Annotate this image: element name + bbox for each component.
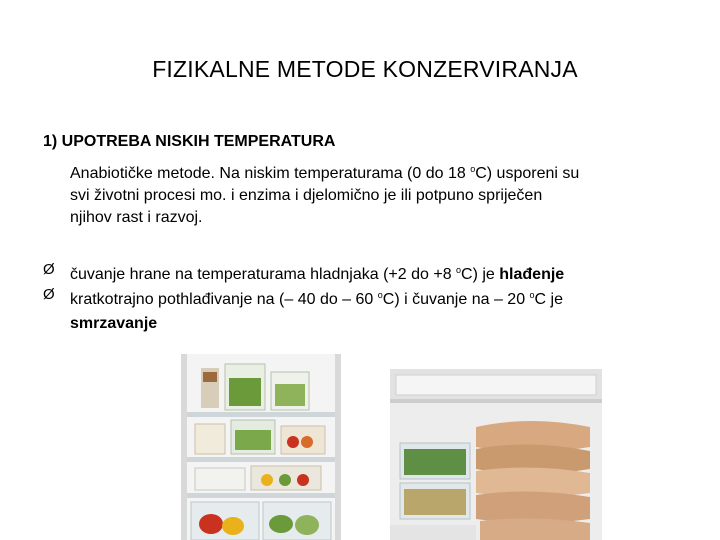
term-smrzavanje: smrzavanje [70,315,158,332]
bullet-arrow-icon: Ø [43,261,55,278]
para-line-1a: Anabiotičke metode. Na niskim temperaturama (0 do 18 [70,165,471,182]
degree-mark: o [456,265,462,275]
para-line-1b: C) usporeni su [475,165,580,182]
para-line-2: svi životni procesi mo. i enzima i djelomično je ili potpuno spriječen [70,187,543,204]
freezer-illustration [390,369,602,540]
fridge-photo [181,354,341,540]
section-heading: 1) UPOTREBA NISKIH TEMPERATURA [43,133,336,150]
bullet-arrow-icon: Ø [43,286,55,303]
section-paragraph [70,158,670,229]
bullet-1-text-a: čuvanje hrane na temperaturama hladnjaka (+2 do +8 [70,266,457,283]
bullet-2-text-c: C je [534,291,563,308]
degree-mark: o [529,290,535,300]
freezer-photo [390,369,602,540]
bullet-2-text-a: kratkotrajno pothlađivanje na (– 40 do – 60 [70,291,378,308]
degree-mark: o [470,164,476,174]
bullet-2-text-b: C) i čuvanje na – 20 [382,291,530,308]
fridge-illustration [181,354,341,540]
slide-title: FIZIKALNE METODE KONZERVIRANJA [152,56,578,82]
bullet-text [70,283,683,336]
degree-mark: o [377,290,383,300]
bullet-freezing [43,283,683,336]
term-hladenje: hlađenje [499,266,565,283]
bullet-1-text-b: C) je [461,266,500,283]
para-line-3: njihov rast i razvoj. [70,209,203,226]
